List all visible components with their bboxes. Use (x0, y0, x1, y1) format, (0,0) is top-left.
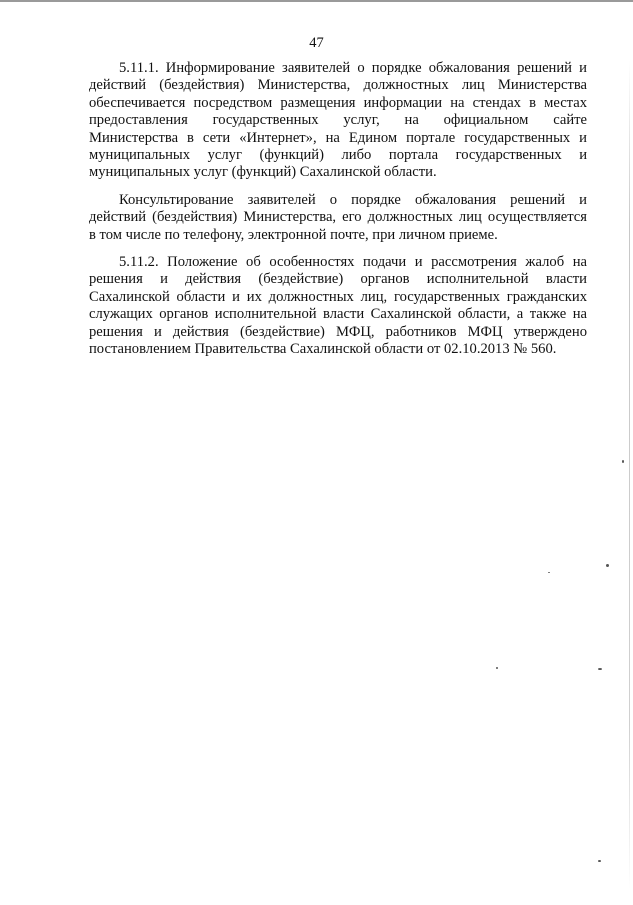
paragraph-line: решения и действия (бездействие) МФЦ, работников МФЦ утверждено (89, 323, 587, 340)
paragraph-line: Министерства в сети «Интернет», на Едином портале государственных и (89, 129, 587, 146)
paragraph-consultation (89, 192, 587, 244)
paragraph-line: служащих органов исполнительной власти Сахалинской области, а также на (89, 306, 587, 323)
paragraph-line: в том числе по телефону, электронной почте, при личном приеме. (89, 226, 498, 243)
paragraph-line: муниципальных услуг (функций) Сахалинской области. (89, 164, 437, 181)
paragraph-line: постановлением Правительства Сахалинской области от 02.10.2013 № 560. (89, 341, 557, 358)
paragraph-line: муниципальных услуг (функций) либо портала государственных и (89, 147, 587, 164)
paragraph-line: 5.11.2. Положение об особенностях подачи и рассмотрения жалоб на (119, 254, 587, 271)
paragraph-line: обеспечивается посредством размещения информации на стендах в местах (89, 94, 587, 111)
paragraph-line: Сахалинской области и их должностных лиц, государственных гражданских (89, 288, 587, 305)
scan-speck (496, 667, 498, 669)
document-body (89, 60, 587, 369)
scan-speck (606, 564, 609, 567)
scan-speck (598, 860, 601, 862)
paragraph-5-11-1 (89, 60, 587, 182)
top-scan-rule (0, 0, 633, 2)
right-scan-edge (629, 60, 630, 890)
page-number: 47 (309, 35, 324, 51)
paragraph-line: предоставления государственных услуг, на официальном сайте (89, 112, 587, 129)
scan-speck (548, 572, 550, 573)
paragraph-line: действий (бездействия) Министерства, должностных лиц Министерства (89, 77, 587, 94)
scan-speck (622, 460, 624, 463)
paragraph-5-11-2 (89, 254, 587, 358)
paragraph-line: действий (бездействия) Министерства, его должностных лиц осуществляется (89, 209, 587, 226)
paragraph-line: Консультирование заявителей о порядке обжалования решений и (119, 191, 587, 208)
scan-speck (598, 668, 602, 670)
paragraph-line: 5.11.1. Информирование заявителей о порядке обжалования решений и (119, 60, 587, 76)
paragraph-line: решения и действия (бездействие) органов исполнительной власти (89, 271, 587, 288)
